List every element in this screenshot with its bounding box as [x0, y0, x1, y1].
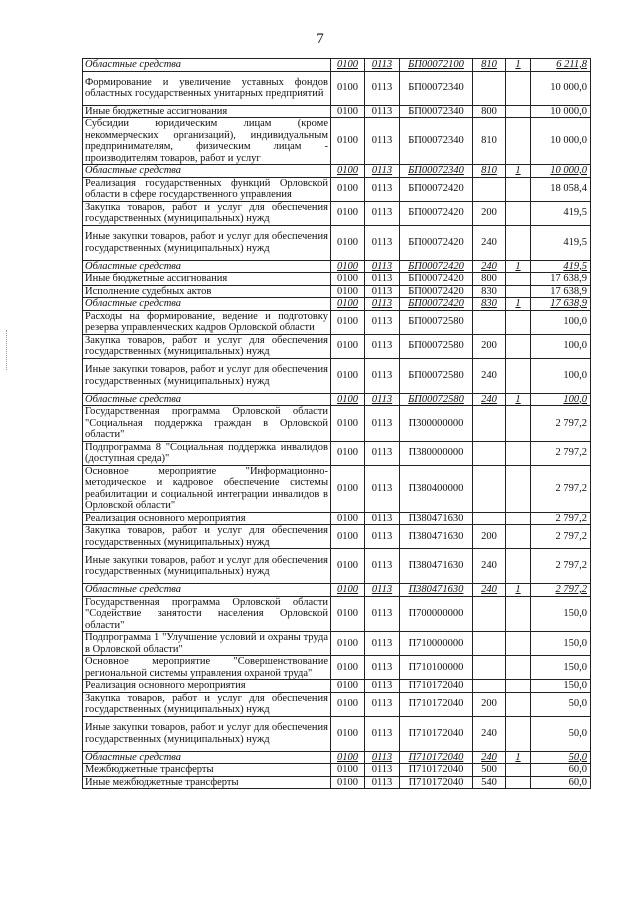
funding-source-code: 1 — [506, 393, 531, 406]
amount: 2 797,2 — [531, 525, 591, 549]
section-code: 0100 — [331, 441, 365, 465]
budget-item-name: Государственная программа Орловской области "Социальная поддержка граждан в Орловской области" — [83, 406, 331, 442]
subsection-code: 0113 — [365, 680, 400, 693]
table-row — [83, 406, 591, 442]
funding-source-code — [506, 465, 531, 512]
section-code: 0100 — [331, 692, 365, 716]
subsection-code: 0113 — [365, 165, 400, 178]
margin-mark — [6, 330, 8, 370]
amount: 10 000,0 — [531, 105, 591, 118]
budget-item-name: Закупка товаров, работ и услуг для обеспечения государственных (муниципальных) нужд — [83, 201, 331, 225]
amount: 419,5 — [531, 201, 591, 225]
budget-item-name: Исполнение судебных актов — [83, 285, 331, 298]
amount: 2 797,2 — [531, 441, 591, 465]
funding-source-code — [506, 680, 531, 693]
funding-source-code — [506, 71, 531, 105]
budget-item-name: Формирование и увеличение уставных фондов областных государственных унитарных предприятий — [83, 71, 331, 105]
target-article-code: БП00072420 — [400, 273, 473, 286]
budget-item-name: Иные межбюджетные трансферты — [83, 776, 331, 789]
expense-type-code: 200 — [473, 525, 506, 549]
amount: 2 797,2 — [531, 584, 591, 597]
section-code: 0100 — [331, 105, 365, 118]
budget-item-name: Закупка товаров, работ и услуг для обеспечения государственных (муниципальных) нужд — [83, 334, 331, 358]
funding-source-code — [506, 334, 531, 358]
subsection-code: 0113 — [365, 201, 400, 225]
section-code: 0100 — [331, 165, 365, 178]
amount: 100,0 — [531, 358, 591, 393]
funding-source-row — [83, 393, 591, 406]
section-code: 0100 — [331, 285, 365, 298]
section-code: 0100 — [331, 751, 365, 764]
subsection-code: 0113 — [365, 584, 400, 597]
expense-type-code: 500 — [473, 764, 506, 777]
amount: 17 638,9 — [531, 273, 591, 286]
table-row — [83, 716, 591, 751]
funding-source-row — [83, 751, 591, 764]
expense-type-code — [473, 656, 506, 680]
subsection-code: 0113 — [365, 358, 400, 393]
target-article-code: П380000000 — [400, 441, 473, 465]
budget-item-name: Областные средства — [83, 584, 331, 597]
subsection-code: 0113 — [365, 692, 400, 716]
subsection-code: 0113 — [365, 273, 400, 286]
target-article-code: П380471630 — [400, 584, 473, 597]
table-row — [83, 273, 591, 286]
budget-item-name: Областные средства — [83, 393, 331, 406]
expense-type-code: 540 — [473, 776, 506, 789]
budget-item-name: Областные средства — [83, 298, 331, 311]
table-row — [83, 764, 591, 777]
funding-source-row — [83, 584, 591, 597]
subsection-code: 0113 — [365, 298, 400, 311]
budget-item-name: Реализация государственных функций Орловской области в сфере государственного управления — [83, 177, 331, 201]
expense-type-code: 240 — [473, 584, 506, 597]
funding-source-code — [506, 406, 531, 442]
funding-source-code — [506, 656, 531, 680]
section-code: 0100 — [331, 118, 365, 165]
budget-item-name: Государственная программа Орловской области "Содействие занятости населения Орловской области" — [83, 596, 331, 632]
funding-source-code — [506, 692, 531, 716]
expense-type-code: 830 — [473, 298, 506, 311]
subsection-code: 0113 — [365, 525, 400, 549]
amount: 100,0 — [531, 334, 591, 358]
expense-type-code — [473, 441, 506, 465]
target-article-code: БП00072420 — [400, 177, 473, 201]
budget-item-name: Областные средства — [83, 260, 331, 273]
table-row — [83, 656, 591, 680]
expense-type-code: 830 — [473, 285, 506, 298]
table-row — [83, 549, 591, 584]
expense-type-code — [473, 596, 506, 632]
funding-source-code — [506, 525, 531, 549]
amount: 419,5 — [531, 260, 591, 273]
subsection-code: 0113 — [365, 751, 400, 764]
amount: 150,0 — [531, 596, 591, 632]
target-article-code: П710172040 — [400, 716, 473, 751]
subsection-code: 0113 — [365, 776, 400, 789]
table-row — [83, 512, 591, 525]
expense-type-code — [473, 680, 506, 693]
budget-item-name: Иные бюджетные ассигнования — [83, 105, 331, 118]
section-code: 0100 — [331, 358, 365, 393]
funding-source-code: 1 — [506, 59, 531, 72]
funding-source-code — [506, 512, 531, 525]
budget-item-name: Областные средства — [83, 59, 331, 72]
section-code: 0100 — [331, 549, 365, 584]
funding-source-code — [506, 596, 531, 632]
target-article-code: П380400000 — [400, 465, 473, 512]
expense-type-code: 200 — [473, 692, 506, 716]
amount: 50,0 — [531, 751, 591, 764]
target-article-code: П700000000 — [400, 596, 473, 632]
expense-type-code — [473, 632, 506, 656]
expense-type-code: 200 — [473, 334, 506, 358]
table-row — [83, 334, 591, 358]
budget-item-name: Подпрограмма 8 "Социальная поддержка инвалидов (доступная среда)" — [83, 441, 331, 465]
amount: 10 000,0 — [531, 71, 591, 105]
target-article-code: БП00072340 — [400, 105, 473, 118]
budget-item-name: Иные закупки товаров, работ и услуг для обеспечения государственных (муниципальных) нужд — [83, 716, 331, 751]
funding-source-row — [83, 260, 591, 273]
budget-item-name: Основное мероприятие "Совершенствование региональной системы управления охраной труда" — [83, 656, 331, 680]
subsection-code: 0113 — [365, 512, 400, 525]
budget-item-name: Иные закупки товаров, работ и услуг для обеспечения государственных (муниципальных) нужд — [83, 549, 331, 584]
subsection-code: 0113 — [365, 632, 400, 656]
subsection-code: 0113 — [365, 716, 400, 751]
target-article-code: П710172040 — [400, 764, 473, 777]
expense-type-code — [473, 310, 506, 334]
amount: 10 000,0 — [531, 165, 591, 178]
section-code: 0100 — [331, 406, 365, 442]
amount: 2 797,2 — [531, 549, 591, 584]
table-row — [83, 310, 591, 334]
subsection-code: 0113 — [365, 225, 400, 260]
budget-item-name: Расходы на формирование, ведение и подготовку резерва управленческих кадров Орловской области — [83, 310, 331, 334]
funding-source-code — [506, 549, 531, 584]
amount: 150,0 — [531, 632, 591, 656]
subsection-code: 0113 — [365, 105, 400, 118]
funding-source-code — [506, 632, 531, 656]
subsection-code: 0113 — [365, 118, 400, 165]
expense-type-code — [473, 465, 506, 512]
subsection-code: 0113 — [365, 334, 400, 358]
funding-source-row — [83, 298, 591, 311]
table-row — [83, 776, 591, 789]
expense-type-code: 810 — [473, 59, 506, 72]
expense-type-code — [473, 512, 506, 525]
table-row — [83, 465, 591, 512]
target-article-code: БП00072420 — [400, 260, 473, 273]
table-row — [83, 118, 591, 165]
amount: 60,0 — [531, 764, 591, 777]
section-code: 0100 — [331, 596, 365, 632]
table-row — [83, 596, 591, 632]
funding-source-code: 1 — [506, 260, 531, 273]
target-article-code: БП00072580 — [400, 334, 473, 358]
subsection-code: 0113 — [365, 596, 400, 632]
funding-source-code — [506, 716, 531, 751]
section-code: 0100 — [331, 776, 365, 789]
expense-type-code: 240 — [473, 393, 506, 406]
expense-type-code: 240 — [473, 716, 506, 751]
table-body — [83, 59, 591, 789]
section-code: 0100 — [331, 225, 365, 260]
funding-source-code: 1 — [506, 298, 531, 311]
target-article-code: П710172040 — [400, 692, 473, 716]
target-article-code: БП00072100 — [400, 59, 473, 72]
amount: 50,0 — [531, 716, 591, 751]
amount: 50,0 — [531, 692, 591, 716]
funding-source-code: 1 — [506, 165, 531, 178]
target-article-code: П380471630 — [400, 549, 473, 584]
target-article-code: БП00072340 — [400, 165, 473, 178]
section-code: 0100 — [331, 656, 365, 680]
subsection-code: 0113 — [365, 59, 400, 72]
budget-item-name: Подпрограмма 1 "Улучшение условий и охраны труда в Орловской области" — [83, 632, 331, 656]
amount: 2 797,2 — [531, 406, 591, 442]
budget-item-name: Межбюджетные трансферты — [83, 764, 331, 777]
expense-type-code: 800 — [473, 273, 506, 286]
expense-type-code: 810 — [473, 118, 506, 165]
section-code: 0100 — [331, 71, 365, 105]
amount: 419,5 — [531, 225, 591, 260]
target-article-code: БП00072420 — [400, 201, 473, 225]
expense-type-code — [473, 177, 506, 201]
subsection-code: 0113 — [365, 656, 400, 680]
target-article-code: БП00072580 — [400, 358, 473, 393]
target-article-code: П710172040 — [400, 751, 473, 764]
amount: 100,0 — [531, 310, 591, 334]
expense-type-code: 240 — [473, 751, 506, 764]
funding-source-code — [506, 273, 531, 286]
funding-source-row — [83, 59, 591, 72]
funding-source-code: 1 — [506, 751, 531, 764]
section-code: 0100 — [331, 177, 365, 201]
funding-source-code — [506, 358, 531, 393]
amount: 2 797,2 — [531, 465, 591, 512]
amount: 18 058,4 — [531, 177, 591, 201]
section-code: 0100 — [331, 632, 365, 656]
subsection-code: 0113 — [365, 764, 400, 777]
expense-type-code: 240 — [473, 225, 506, 260]
amount: 150,0 — [531, 680, 591, 693]
budget-item-name: Иные закупки товаров, работ и услуг для обеспечения государственных (муниципальных) нужд — [83, 358, 331, 393]
budget-item-name: Иные закупки товаров, работ и услуг для обеспечения государственных (муниципальных) нужд — [83, 225, 331, 260]
section-code: 0100 — [331, 273, 365, 286]
funding-source-code — [506, 225, 531, 260]
table-row — [83, 692, 591, 716]
target-article-code: П710000000 — [400, 632, 473, 656]
expense-type-code: 240 — [473, 260, 506, 273]
target-article-code: БП00072340 — [400, 118, 473, 165]
amount: 60,0 — [531, 776, 591, 789]
section-code: 0100 — [331, 512, 365, 525]
expense-type-code: 200 — [473, 201, 506, 225]
amount: 150,0 — [531, 656, 591, 680]
expense-type-code: 800 — [473, 105, 506, 118]
budget-item-name: Основное мероприятие "Информационно-методическое и кадровое обеспечение системы реабилитации и социальной интеграции инвалидов в Орловской области" — [83, 465, 331, 512]
target-article-code: БП00072420 — [400, 298, 473, 311]
table-row — [83, 177, 591, 201]
target-article-code: БП00072580 — [400, 310, 473, 334]
table-row — [83, 105, 591, 118]
table-row — [83, 285, 591, 298]
target-article-code: П380471630 — [400, 525, 473, 549]
amount: 10 000,0 — [531, 118, 591, 165]
target-article-code: П710100000 — [400, 656, 473, 680]
section-code: 0100 — [331, 310, 365, 334]
table-row — [83, 201, 591, 225]
budget-item-name: Реализация основного мероприятия — [83, 512, 331, 525]
section-code: 0100 — [331, 201, 365, 225]
section-code: 0100 — [331, 393, 365, 406]
page-number: 7 — [316, 31, 324, 47]
section-code: 0100 — [331, 764, 365, 777]
target-article-code: БП00072580 — [400, 393, 473, 406]
table-row — [83, 225, 591, 260]
section-code: 0100 — [331, 59, 365, 72]
funding-source-code — [506, 105, 531, 118]
table-row — [83, 441, 591, 465]
funding-source-code — [506, 764, 531, 777]
funding-source-code: 1 — [506, 584, 531, 597]
expense-type-code: 240 — [473, 358, 506, 393]
funding-source-code — [506, 201, 531, 225]
budget-item-name: Областные средства — [83, 165, 331, 178]
table-row — [83, 632, 591, 656]
target-article-code: БП00072340 — [400, 71, 473, 105]
subsection-code: 0113 — [365, 441, 400, 465]
expense-type-code: 240 — [473, 549, 506, 584]
subsection-code: 0113 — [365, 285, 400, 298]
expense-type-code: 810 — [473, 165, 506, 178]
section-code: 0100 — [331, 525, 365, 549]
funding-source-row — [83, 165, 591, 178]
target-article-code: П380471630 — [400, 512, 473, 525]
section-code: 0100 — [331, 260, 365, 273]
budget-item-name: Закупка товаров, работ и услуг для обеспечения государственных (муниципальных) нужд — [83, 692, 331, 716]
section-code: 0100 — [331, 298, 365, 311]
funding-source-code — [506, 776, 531, 789]
target-article-code: П300000000 — [400, 406, 473, 442]
funding-source-code — [506, 310, 531, 334]
subsection-code: 0113 — [365, 310, 400, 334]
table-row — [83, 71, 591, 105]
subsection-code: 0113 — [365, 260, 400, 273]
subsection-code: 0113 — [365, 393, 400, 406]
subsection-code: 0113 — [365, 549, 400, 584]
amount: 2 797,2 — [531, 512, 591, 525]
budget-table — [82, 58, 591, 789]
subsection-code: 0113 — [365, 465, 400, 512]
target-article-code: БП00072420 — [400, 285, 473, 298]
table-row — [83, 525, 591, 549]
budget-item-name: Областные средства — [83, 751, 331, 764]
amount: 17 638,9 — [531, 298, 591, 311]
expense-type-code — [473, 406, 506, 442]
section-code: 0100 — [331, 465, 365, 512]
budget-item-name: Закупка товаров, работ и услуг для обеспечения государственных (муниципальных) нужд — [83, 525, 331, 549]
expense-type-code — [473, 71, 506, 105]
target-article-code: БП00072420 — [400, 225, 473, 260]
funding-source-code — [506, 441, 531, 465]
subsection-code: 0113 — [365, 406, 400, 442]
section-code: 0100 — [331, 584, 365, 597]
section-code: 0100 — [331, 716, 365, 751]
target-article-code: П710172040 — [400, 776, 473, 789]
funding-source-code — [506, 118, 531, 165]
subsection-code: 0113 — [365, 71, 400, 105]
section-code: 0100 — [331, 680, 365, 693]
section-code: 0100 — [331, 334, 365, 358]
table-row — [83, 358, 591, 393]
amount: 17 638,9 — [531, 285, 591, 298]
amount: 6 211,8 — [531, 59, 591, 72]
funding-source-code — [506, 177, 531, 201]
budget-item-name: Субсидии юридическим лицам (кроме некоммерческих организаций), индивидуальным предпринимателям, физическим лицам - производителям товаров, работ и услуг — [83, 118, 331, 165]
table-row — [83, 680, 591, 693]
budget-item-name: Реализация основного мероприятия — [83, 680, 331, 693]
funding-source-code — [506, 285, 531, 298]
target-article-code: П710172040 — [400, 680, 473, 693]
subsection-code: 0113 — [365, 177, 400, 201]
amount: 100,0 — [531, 393, 591, 406]
budget-item-name: Иные бюджетные ассигнования — [83, 273, 331, 286]
